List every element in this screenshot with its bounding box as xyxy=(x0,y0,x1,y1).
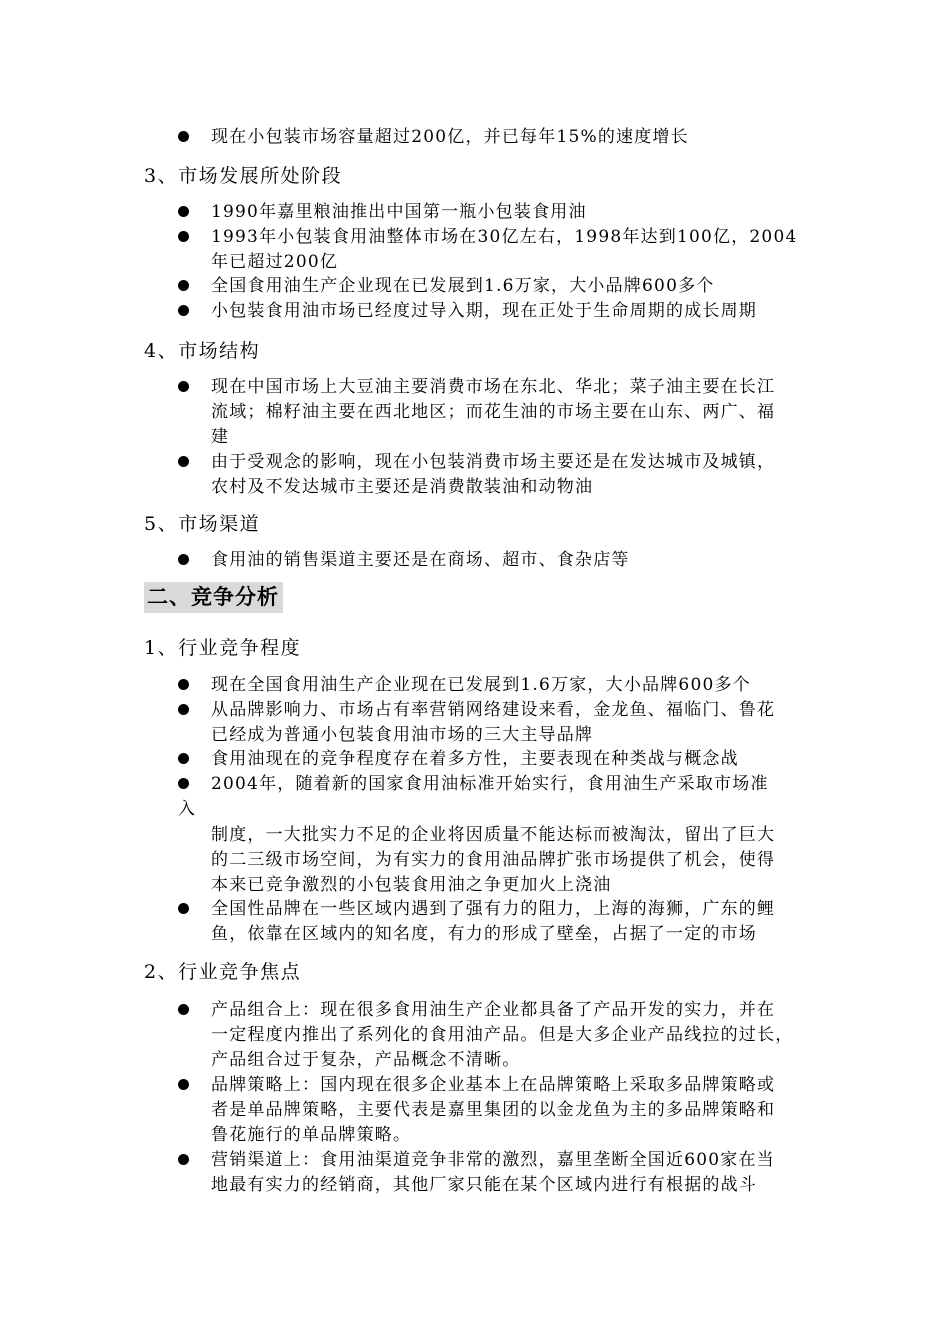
bullet-icon xyxy=(178,305,189,316)
bullet-text: 食用油的销售渠道主要还是在商场、超市、食杂店等 xyxy=(211,550,630,570)
bullet-text: 全国性品牌在一些区域内遇到了强有力的阻力，上海的海狮，广东的鲤 xyxy=(211,899,776,919)
bullet-text-continued: 鱼，依靠在区域内的知名度，有力的形成了壁垒，占据了一定的市场 xyxy=(211,924,757,944)
subheading-competition-focus: 2、行业竞争焦点 xyxy=(144,961,302,983)
bullet-text-continued: 产品组合过于复杂，产品概念不清晰。 xyxy=(211,1050,521,1070)
bullet-text-continued: 者是单品牌策略，主要代表是嘉里集团的以金龙鱼为主的多品牌策略和 xyxy=(211,1100,776,1120)
bullet-text-continued: 一定程度内推出了系列化的食用油产品。但是大多企业产品线拉的过长， xyxy=(211,1025,794,1045)
section-title-competition: 二、竞争分析 xyxy=(144,582,283,613)
bullet-icon xyxy=(178,679,189,690)
bullet-text: 全国食用油生产企业现在已发展到1.6万家，大小品牌600多个 xyxy=(211,276,715,296)
bullet-icon xyxy=(178,231,189,242)
bullet-icon xyxy=(178,1079,189,1090)
bullet-text: 品牌策略上：国内现在很多企业基本上在品牌策略上采取多品牌策略或 xyxy=(211,1075,776,1095)
bullet-icon xyxy=(178,753,189,764)
bullet-text: 营销渠道上：食用油渠道竞争非常的激烈，嘉里垄断全国近600家在当 xyxy=(211,1150,775,1170)
bullet-icon xyxy=(178,554,189,565)
bullet-text: 现在全国食用油生产企业现在已发展到1.6万家，大小品牌600多个 xyxy=(211,675,751,695)
bullet-text: 现在小包装市场容量超过200亿，并已每年15%的速度增长 xyxy=(211,127,689,147)
bullet-icon xyxy=(178,903,189,914)
bullet-icon xyxy=(178,1154,189,1165)
bullet-text-continued: 农村及不发达城市主要还是消费散装油和动物油 xyxy=(211,477,594,497)
subheading-market-channels: 5、市场渠道 xyxy=(144,513,261,535)
bullet-text-continued: 年已超过200亿 xyxy=(211,252,339,272)
bullet-text-continued: 地最有实力的经销商，其他厂家只能在某个区域内进行有根据的战斗 xyxy=(211,1175,757,1195)
bullet-text: 2004年，随着新的国家食用油标准开始实行，食用油生产采取市场准 xyxy=(211,774,769,794)
bullet-text-continued: 入 xyxy=(178,799,197,819)
bullet-icon xyxy=(178,1004,189,1015)
bullet-text: 小包装食用油市场已经度过导入期，现在正处于生命周期的成长周期 xyxy=(211,301,757,321)
bullet-icon xyxy=(178,456,189,467)
bullet-text: 从品牌影响力、市场占有率营销网络建设来看，金龙鱼、福临门、鲁花 xyxy=(211,700,776,720)
bullet-icon xyxy=(178,704,189,715)
bullet-text-continued: 流域；棉籽油主要在西北地区；而花生油的市场主要在山东、两广、福 xyxy=(211,402,776,422)
bullet-text-continued: 建 xyxy=(211,427,230,447)
bullet-text: 产品组合上：现在很多食用油生产企业都具备了产品开发的实力，并在 xyxy=(211,1000,776,1020)
bullet-icon xyxy=(178,778,189,789)
bullet-text: 1993年小包装食用油整体市场在30亿左右，1998年达到100亿，2004 xyxy=(211,227,798,247)
subheading-market-structure: 4、市场结构 xyxy=(144,340,261,362)
bullet-text: 现在中国市场上大豆油主要消费市场在东北、华北；菜子油主要在长江 xyxy=(211,377,776,397)
bullet-text-continued: 的二三级市场空间，为有实力的食用油品牌扩张市场提供了机会，使得 xyxy=(211,850,776,870)
bullet-text: 食用油现在的竞争程度存在着多方性，主要表现在种类战与概念战 xyxy=(211,749,739,769)
bullet-icon xyxy=(178,206,189,217)
bullet-text: 1990年嘉里粮油推出中国第一瓶小包装食用油 xyxy=(211,202,587,222)
bullet-icon xyxy=(178,131,189,142)
bullet-text: 由于受观念的影响，现在小包装消费市场主要还是在发达城市及城镇， xyxy=(211,452,776,472)
bullet-icon xyxy=(178,381,189,392)
subheading-market-stage: 3、市场发展所处阶段 xyxy=(144,165,343,187)
bullet-text-continued: 鲁花施行的单品牌策略。 xyxy=(211,1125,412,1145)
bullet-text-continued: 本来已竞争激烈的小包装食用油之争更加火上浇油 xyxy=(211,875,612,895)
bullet-text-continued: 已经成为普通小包装食用油市场的三大主导品牌 xyxy=(211,725,594,745)
subheading-competition-degree: 1、行业竞争程度 xyxy=(144,637,302,659)
bullet-text-continued: 制度，一大批实力不足的企业将因质量不能达标而被淘汰，留出了巨大 xyxy=(211,825,776,845)
bullet-icon xyxy=(178,280,189,291)
